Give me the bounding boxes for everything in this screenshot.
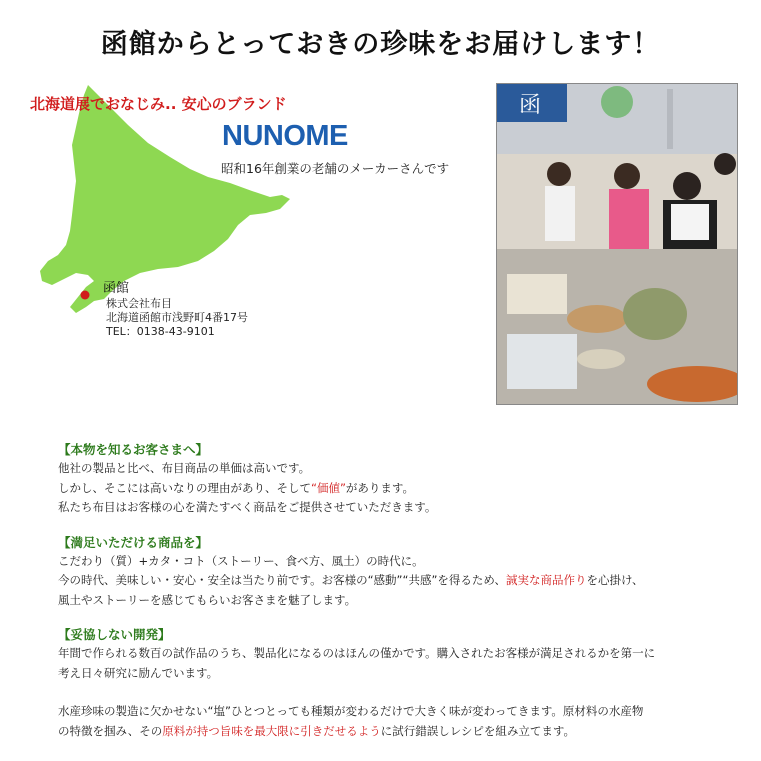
text-run: 私たち布目はお客様の心を満たすべく商品をご提供させていただきます。 (58, 500, 437, 514)
text-run: に試行錯誤しレシピを組み立てます。 (380, 723, 575, 738)
text-run: 年間で作られる数百の試作品のうち、製品化になるのはほんの僅かです。購入されたお客様が満足されるかを第一に (58, 646, 656, 660)
text-run: こだわり（質）+カタ・コト（ストーリー、食べ方、風土）の時代に。 (58, 553, 424, 568)
brand-tagline: 北海道展でおなじみ.. 安心のブランド (30, 95, 287, 113)
story-section (58, 533, 738, 611)
paragraph-line (58, 459, 738, 479)
section-title: 【本物を知るお客さまへ】 (58, 442, 209, 457)
paragraph-line (58, 722, 738, 742)
text-run: を心掛け、 (586, 573, 644, 587)
paragraph-line (58, 591, 738, 611)
company-address: 北海道函館市浅野町4番17号 (106, 311, 248, 324)
brand-map-panel (30, 85, 480, 345)
text-run: 水産珍味の製造に欠かせない“塩”ひとつとっても種類が変わるだけで大きく味が変わってきます。原材料の水産物 (58, 704, 644, 718)
photo-sign-text: 函 (519, 93, 542, 118)
text-run: 今の時代、美味しい・安心・安全は当たり前です。お客様の“感動”“共感”を得るため、 (58, 573, 506, 587)
paragraph-line (58, 479, 738, 499)
company-name: 株式会社布目 (106, 297, 172, 310)
story-section (58, 440, 738, 518)
store-photo-illustration (497, 84, 737, 404)
paragraph-line (58, 664, 738, 684)
section-title: 【満足いただける商品を】 (58, 534, 209, 550)
text-run: の特徴を掴み、その (58, 723, 163, 738)
paragraph-line (58, 571, 738, 591)
paragraph-line (58, 552, 738, 572)
section-title: 【妥協しない開発】 (58, 627, 171, 642)
highlighted-text: “価値” (311, 480, 346, 495)
page-headline: 函館からとっておきの珍味をお届けします！ (100, 29, 661, 60)
text-run: 考え日々研究に励んでいます。 (58, 665, 219, 680)
company-phone: TEL：0138-43-9101 (106, 325, 215, 338)
hakodate-label: 函館 (103, 281, 130, 296)
paragraph-spacer (58, 683, 738, 702)
hakodate-marker (81, 291, 90, 300)
text-run: しかし、そこには高いなりの理由があり、そして (58, 480, 311, 495)
paragraph-line (58, 644, 738, 664)
store-photo (496, 83, 738, 405)
brand-founding-note: 昭和16年創業の老舗のメーカーさんです (221, 161, 450, 176)
company-info (106, 297, 248, 339)
text-run: 風土やストーリーを感じてもらいお客さまを魅了します。 (58, 592, 357, 607)
brand-story (58, 440, 738, 756)
text-run: があります。 (345, 480, 415, 495)
nunome-logo: NUNOME (222, 120, 348, 152)
paragraph-line (58, 498, 738, 518)
paragraph-line (58, 702, 738, 722)
highlighted-text: 原料が持つ旨味を最大限に引きだせるよう (162, 723, 381, 738)
story-section (58, 625, 738, 741)
text-run: 他社の製品と比べ、布目商品の単価は高いです。 (58, 461, 311, 475)
highlighted-text: 誠実な商品作り (505, 573, 587, 587)
